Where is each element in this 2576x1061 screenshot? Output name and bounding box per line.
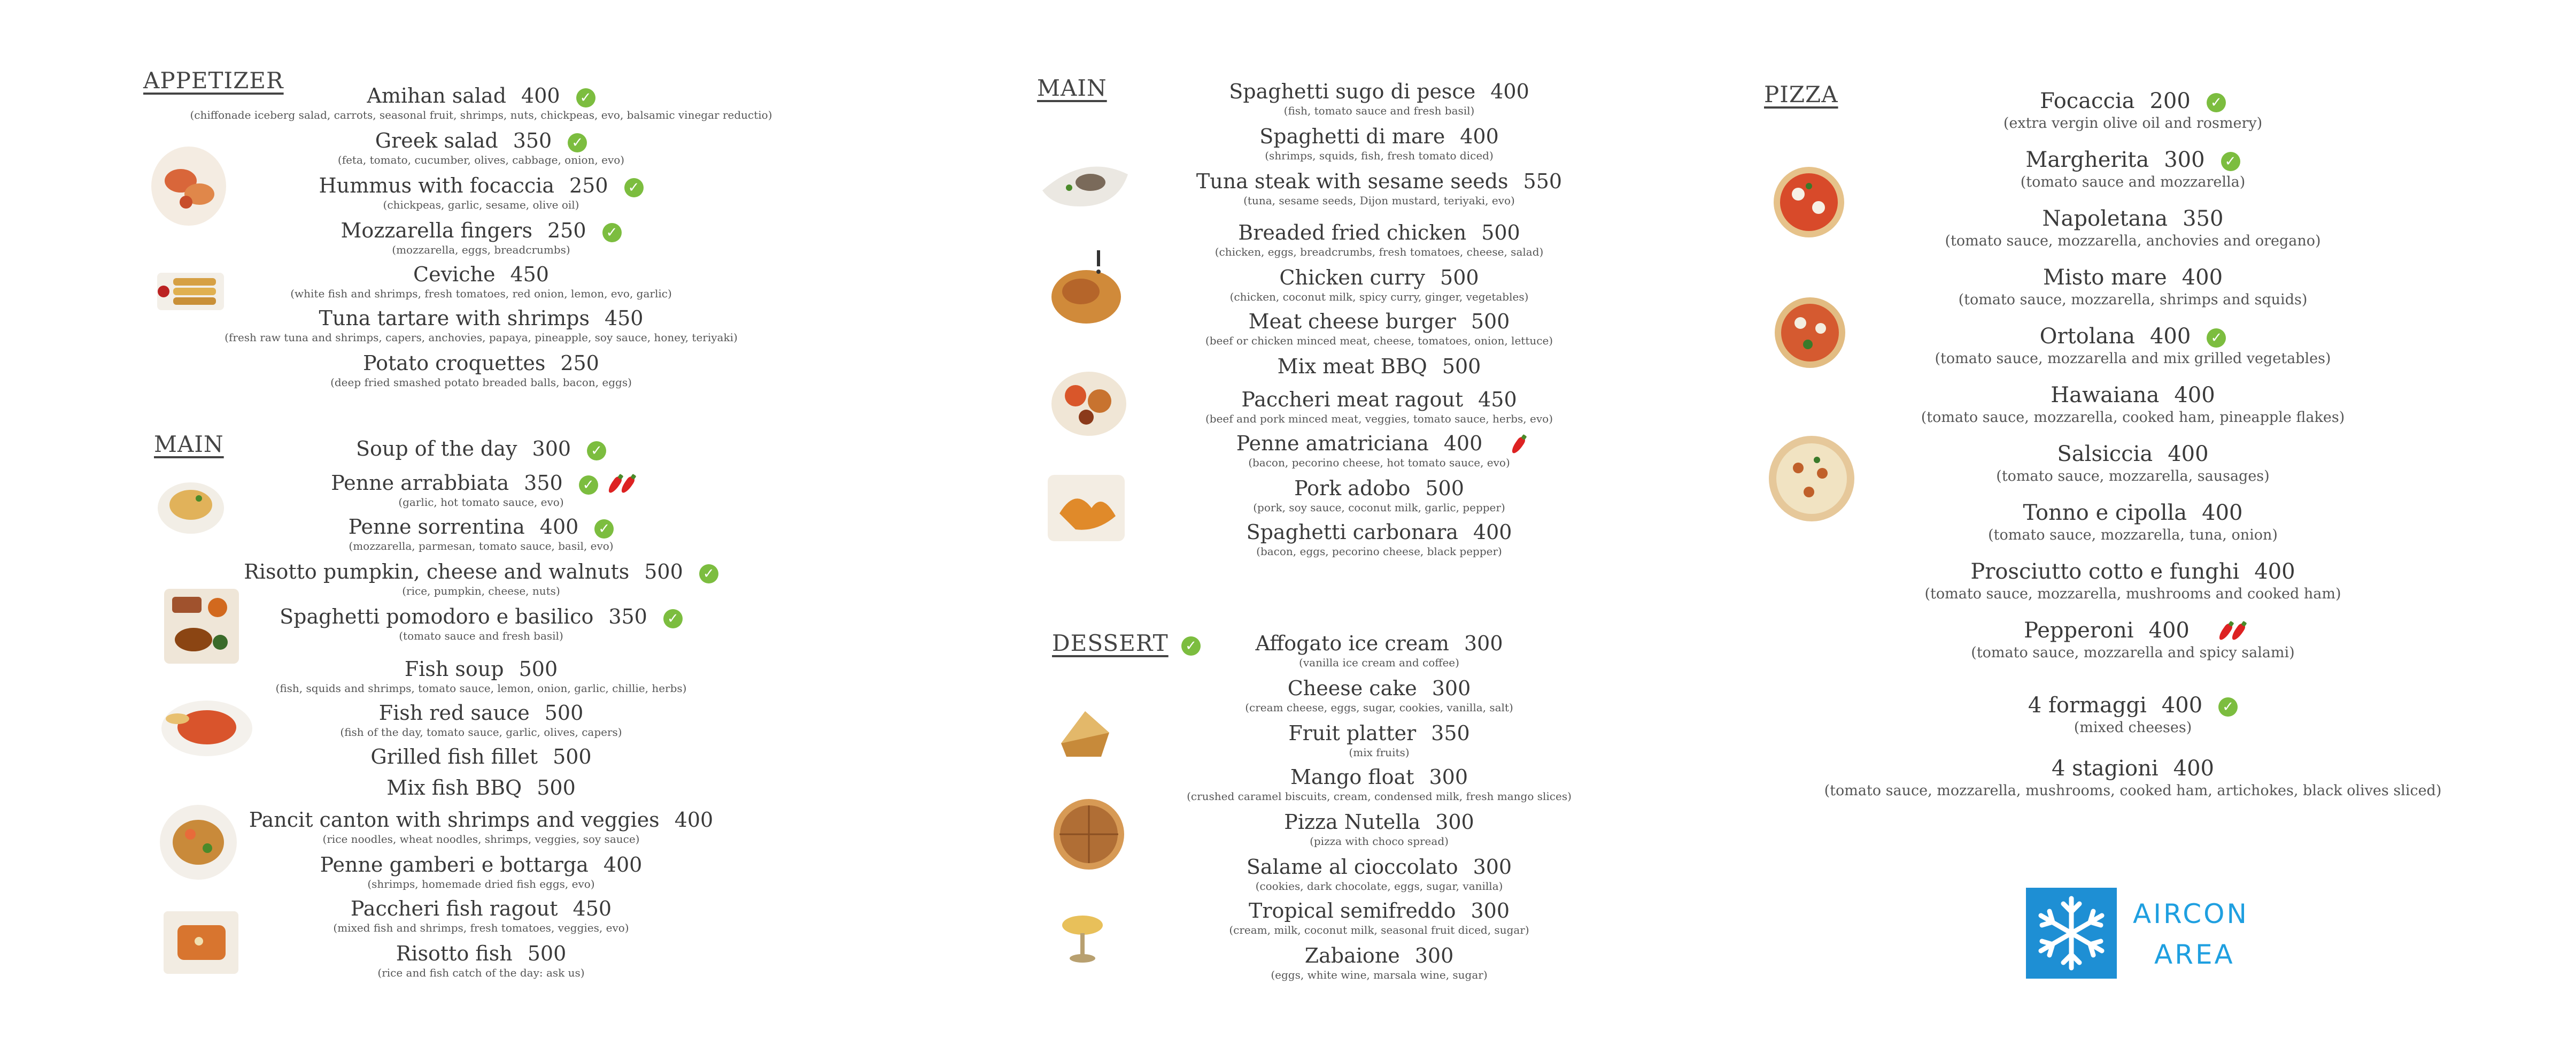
bbq-platter-image: [1049, 364, 1129, 439]
item-name: Penne sorrentina: [348, 515, 525, 539]
menu-item: [160, 657, 802, 695]
item-price: 400: [2148, 618, 2190, 643]
item-price: 400: [2174, 383, 2215, 408]
item-name: Ceviche: [413, 263, 496, 286]
item-description: (tomato sauce and mozzarella): [2020, 174, 2246, 190]
fish-soup-image: [156, 692, 252, 762]
item-name: Penne arrabbiata: [331, 471, 509, 495]
item-description: (pork, soy sauce, coconut milk, garlic, pepper): [1253, 501, 1505, 514]
item-price: 350: [524, 471, 563, 495]
vegetarian-icon: ✓: [594, 519, 614, 539]
item-price: 400: [603, 853, 643, 877]
item-price: 400: [2202, 501, 2243, 525]
item-price: 350: [2183, 206, 2224, 231]
item-name: Paccheri fish ragout: [350, 897, 558, 920]
vegetarian-icon: ✓: [663, 609, 683, 628]
snowflake-icon: [2026, 888, 2117, 979]
item-description: (beef or chicken minced meat, cheese, tomatoes, onion, lettuce): [1205, 334, 1553, 347]
item-description: (eggs, white wine, marsala wine, sugar): [1271, 968, 1488, 981]
item-name: Grilled fish fillet: [370, 745, 538, 768]
item-description: (beef and pork minced meat, veggies, tomato sauce, herbs, evo): [1205, 412, 1553, 425]
menu-item: [160, 173, 802, 212]
item-description: (vanilla ice cream and coffee): [1299, 656, 1459, 669]
item-description: (mozzarella, parmesan, tomato sauce, basil, evo): [349, 540, 614, 552]
section-header-pizza: PIZZA: [1764, 81, 1838, 107]
item-price: 500: [544, 701, 584, 725]
item-name: Mozzarella fingers: [341, 219, 532, 242]
section-header-appetizer: APPETIZER: [143, 67, 284, 94]
menu-item: [1812, 558, 2454, 603]
item-price: 250: [569, 174, 608, 197]
menu-item: [1812, 147, 2454, 191]
item-price: 300: [1473, 855, 1512, 879]
paccheri-image: [161, 909, 241, 976]
menu-item: [160, 83, 802, 122]
item-name: Tuna tartare with shrimps: [319, 306, 590, 330]
item-description: (rice and fish catch of the day: ask us): [377, 966, 585, 979]
section-header-dessert: DESSERT: [1052, 630, 1169, 656]
menu-item: [1085, 476, 1673, 514]
cheese-cake-image: [1053, 701, 1117, 765]
vegetarian-icon: ✓: [624, 178, 644, 197]
menu-item: [1812, 692, 2454, 737]
item-description: (tomato sauce, mozzarella, cooked ham, pineapple flakes): [1921, 409, 2345, 426]
item-price: 400: [521, 84, 560, 107]
item-name: Ortolana: [2039, 324, 2135, 349]
salsiccia-pizza-image: [1766, 433, 1857, 524]
item-description: (chiffonade iceberg salad, carrots, seasonal fruit, shrimps, nuts, chickpeas, evo, balsamic vinegar reductio): [190, 109, 772, 121]
item-description: (mix fruits): [1349, 746, 1410, 759]
item-price: 450: [604, 306, 644, 330]
item-name: Hummus with focaccia: [319, 174, 554, 197]
item-name: Salsiccia: [2057, 442, 2153, 466]
item-description: (tomato sauce, mozzarella, mushrooms, cooked ham, artichokes, black olives sliced): [1824, 782, 2442, 799]
item-name: Mix fish BBQ: [386, 776, 522, 799]
item-price: 500: [1425, 476, 1464, 500]
menu-item: [1085, 124, 1673, 163]
menu-item: [1085, 810, 1673, 848]
item-price: 400: [2161, 693, 2203, 718]
menu-item: [1812, 441, 2454, 486]
menu-item: [1085, 387, 1673, 426]
item-description: (fresh raw tuna and shrimps, capers, anchovies, papaya, pineapple, soy sauce, honey, teriyaki): [225, 331, 738, 344]
item-price: 500: [527, 942, 567, 965]
item-name: Risotto fish: [396, 942, 513, 965]
item-price: 400: [1490, 80, 1529, 103]
vegetarian-icon: ✓: [2218, 697, 2238, 717]
item-description: (tuna, sesame seeds, Dijon mustard, teriyaki, evo): [1243, 194, 1515, 207]
menu-item: [1085, 220, 1673, 259]
zabaione-image: [1058, 909, 1107, 968]
item-description: (chicken, eggs, breadcrumbs, fresh tomatoes, cheese, salad): [1214, 245, 1544, 258]
item-name: Chicken curry: [1279, 266, 1426, 289]
item-description: (chickpeas, garlic, sesame, olive oil): [383, 198, 579, 211]
menu-item: [160, 775, 802, 800]
menu-item: [160, 852, 802, 891]
item-price: 400: [2149, 324, 2191, 349]
item-name: Spaghetti di mare: [1259, 125, 1445, 148]
item-name: Penne amatriciana: [1236, 432, 1429, 455]
item-price: 300: [2164, 148, 2205, 172]
item-description: (tomato sauce, mozzarella, anchovies and oregano): [1945, 233, 2321, 249]
vegetarian-icon: ✓: [602, 223, 622, 242]
item-description: (cream cheese, eggs, sugar, cookies, vanilla, salt): [1245, 701, 1513, 714]
menu-item: [160, 351, 802, 389]
item-description: (cookies, dark chocolate, eggs, sugar, vanilla): [1255, 880, 1503, 893]
item-price: 550: [1523, 170, 1562, 193]
item-price: 400: [539, 515, 579, 539]
item-description: (feta, tomato, cucumber, olives, cabbage, onion, evo): [337, 153, 625, 166]
vegetarian-icon: ✓: [568, 133, 587, 152]
vegetarian-icon: ✓: [579, 475, 598, 495]
menu-item: [1085, 765, 1673, 803]
tuna-steak-image: [1037, 158, 1133, 212]
item-description: (chicken, coconut milk, spicy curry, ginger, vegetables): [1229, 290, 1529, 303]
item-description: (tomato sauce, mozzarella, tuna, onion): [1988, 527, 2278, 543]
menu-item: [160, 262, 802, 301]
item-name: Fish red sauce: [378, 701, 530, 725]
menu-item: [1085, 943, 1673, 982]
item-name: Pancit canton with shrimps and veggies: [249, 808, 660, 832]
menu-item: [1085, 79, 1673, 118]
menu-item: [1812, 382, 2454, 427]
item-name: Amihan salad: [367, 84, 507, 107]
item-price: 400: [2182, 265, 2223, 290]
menu-item: [160, 436, 802, 461]
item-description: (tomato sauce, mozzarella, mushrooms and cooked ham): [1924, 586, 2341, 602]
item-price: 450: [573, 897, 612, 920]
item-price: 200: [2149, 89, 2191, 113]
fried-chicken-image: [1049, 246, 1124, 326]
item-description: (bacon, pecorino cheese, hot tomato sauce, evo): [1248, 456, 1510, 469]
item-description: (tomato sauce, mozzarella and mix grilled vegetables): [1935, 350, 2331, 367]
item-name: Meat cheese burger: [1248, 310, 1456, 333]
item-price: 350: [513, 129, 552, 152]
item-price: 400: [2173, 756, 2214, 781]
menu-item: [1085, 631, 1673, 670]
pancit-canton-image: [158, 802, 238, 882]
item-description: (tomato sauce and fresh basil): [399, 629, 563, 642]
item-price: 500: [644, 560, 683, 583]
item-price: 400: [1460, 125, 1499, 148]
item-price: 400: [1443, 432, 1483, 455]
item-name: Soup of the day: [355, 437, 517, 460]
item-name: Greek salad: [375, 129, 498, 152]
menu-item: [160, 941, 802, 980]
item-name: Margherita: [2025, 148, 2149, 172]
item-description: (pizza with choco spread): [1310, 835, 1449, 848]
item-name: Breaded fried chicken: [1238, 221, 1467, 244]
item-price: 500: [1442, 355, 1481, 378]
item-name: Hawaiana: [2051, 383, 2160, 408]
menu-item: [1085, 265, 1673, 304]
item-price: 400: [2254, 559, 2295, 584]
vegetarian-icon: ✓: [2207, 93, 2226, 112]
item-price: 450: [510, 263, 549, 286]
menu-item: [1812, 88, 2454, 133]
item-description: (garlic, hot tomato sauce, evo): [398, 496, 564, 509]
item-price: 300: [1429, 765, 1468, 789]
margherita-pizza-image: [1772, 165, 1846, 240]
item-description: (rice noodles, wheat noodles, shrimps, veggies, soy sauce): [322, 833, 640, 845]
item-description: (deep fried smashed potato breaded balls, bacon, eggs): [330, 376, 632, 389]
item-description: (tomato sauce, mozzarella, sausages): [1996, 468, 2270, 485]
item-description: (crushed caramel biscuits, cream, condensed milk, fresh mango slices): [1187, 790, 1572, 803]
item-description: (mozzarella, eggs, breadcrumbs): [392, 243, 570, 256]
item-name: Mango float: [1290, 765, 1414, 789]
item-price: 450: [1478, 388, 1517, 411]
item-name: Prosciutto cotto e funghi: [1970, 559, 2240, 584]
pasta-dish-image: [156, 477, 226, 536]
item-price: 500: [519, 657, 558, 681]
item-description: (white fish and shrimps, fresh tomatoes, red onion, lemon, evo, garlic): [290, 287, 672, 300]
item-name: Tropical semifreddo: [1249, 899, 1456, 922]
item-description: (tomato sauce, mozzarella and spicy salami): [1971, 644, 2295, 661]
item-price: 500: [553, 745, 592, 768]
item-price: 350: [608, 605, 647, 628]
item-description: (tomato sauce, mozzarella, shrimps and squids): [1958, 291, 2308, 308]
item-name: Pepperoni: [2024, 618, 2134, 643]
item-price: 300: [1471, 899, 1510, 922]
item-name: Potato croquettes: [363, 351, 546, 375]
item-price: 300: [532, 437, 571, 460]
item-price: 400: [2168, 442, 2209, 466]
item-description: (fish of the day, tomato sauce, garlic, olives, capers): [340, 726, 622, 739]
chili-pepper-icon: [606, 475, 623, 495]
item-name: 4 formaggi: [2028, 693, 2147, 718]
item-description: (shrimps, homemade dried fish eggs, evo): [367, 878, 595, 890]
item-description: (fish, tomato sauce and fresh basil): [1283, 104, 1475, 117]
section-header-main-center: MAIN: [1037, 75, 1107, 101]
item-name: Tuna steak with sesame seeds: [1196, 170, 1509, 193]
menu-item: [160, 808, 802, 846]
item-price: 500: [537, 776, 576, 799]
menu-item: [160, 559, 802, 598]
menu-item: [160, 604, 802, 643]
menu-item: [160, 306, 802, 344]
item-name: Napoletana: [2042, 206, 2168, 231]
chili-pepper-icon: [2217, 622, 2233, 642]
item-price: 300: [1464, 632, 1503, 655]
item-description: (mixed cheeses): [2074, 719, 2192, 736]
item-name: Cheese cake: [1287, 676, 1417, 700]
vegetarian-icon: ✓: [2207, 328, 2226, 348]
item-price: 500: [1471, 310, 1510, 333]
pizza-nutella-image: [1049, 797, 1129, 872]
item-name: Fruit platter: [1288, 721, 1417, 745]
item-description: (rice, pumpkin, cheese, nuts): [402, 585, 560, 597]
item-price: 400: [1473, 520, 1512, 544]
menu-item: [1085, 855, 1673, 893]
item-price: 300: [1435, 810, 1474, 834]
item-price: 500: [1440, 266, 1479, 289]
item-name: Zabaione: [1304, 944, 1400, 967]
menu-item: [1812, 755, 2454, 800]
menu-item: [1085, 676, 1673, 714]
item-name: Focaccia: [2040, 89, 2135, 113]
menu-item: [1085, 520, 1673, 558]
item-name: Tonno e cipolla: [2023, 501, 2187, 525]
item-description: (shrimps, squids, fish, fresh tomato diced): [1265, 149, 1494, 162]
item-name: Pork adobo: [1294, 476, 1411, 500]
dessert-vegetarian-icon: ✓: [1181, 636, 1201, 656]
ortolana-pizza-image: [1773, 295, 1847, 370]
item-price: 350: [1431, 721, 1470, 745]
menu-item: [1812, 617, 2454, 662]
menu-item: [1085, 898, 1673, 937]
menu-item: [1085, 169, 1673, 207]
item-price: 300: [1432, 676, 1471, 700]
menu-item: [160, 514, 802, 553]
menu-item: [160, 744, 802, 769]
item-description: (extra vergin olive oil and rosmery): [2003, 115, 2263, 132]
menu-item: [1812, 264, 2454, 309]
menu-item: [1812, 323, 2454, 368]
item-price: 400: [674, 808, 714, 832]
menu-item: [160, 896, 802, 935]
item-name: Affogato ice cream: [1255, 632, 1449, 655]
menu-item: [1812, 205, 2454, 250]
vegetarian-icon: ✓: [2221, 152, 2240, 171]
item-name: Penne gamberi e bottarga: [320, 853, 589, 877]
menu-item: [160, 701, 802, 739]
item-description: (cream, milk, coconut milk, seasonal fruit diced, sugar): [1229, 924, 1529, 936]
menu-item: [1085, 309, 1673, 348]
item-name: Pizza Nutella: [1284, 810, 1421, 834]
aircon-label-line1: AIRCON: [2133, 898, 2249, 929]
item-description: (mixed fish and shrimps, fresh tomatoes, veggies, evo): [333, 921, 629, 934]
seafood-platter-image: [149, 143, 229, 229]
aircon-badge: [2026, 888, 2117, 979]
mixed-grill-image: [161, 586, 242, 666]
menu-item: [160, 128, 802, 167]
item-description: (fish, squids and shrimps, tomato sauce, lemon, onion, garlic, chillie, herbs): [275, 682, 687, 695]
item-price: 500: [1481, 221, 1520, 244]
aircon-label-line2: AREA: [2154, 939, 2235, 970]
menu-item: [1085, 354, 1673, 379]
item-name: Spaghetti carbonara: [1246, 520, 1458, 544]
item-name: Spaghetti sugo di pesce: [1229, 80, 1476, 103]
item-price: 250: [560, 351, 599, 375]
item-name: 4 stagioni: [2051, 756, 2159, 781]
menu-item: [1085, 431, 1673, 470]
item-description: (bacon, eggs, pecorino cheese, black pepper): [1256, 545, 1502, 558]
item-price: 300: [1414, 944, 1454, 967]
vegetarian-icon: ✓: [699, 564, 718, 583]
item-name: Spaghetti pomodoro e basilico: [280, 605, 594, 628]
item-name: Risotto pumpkin, cheese and walnuts: [244, 560, 630, 583]
menu-item: [1085, 721, 1673, 759]
item-name: Fish soup: [404, 657, 504, 681]
item-name: Paccheri meat ragout: [1241, 388, 1464, 411]
item-name: Mix meat BBQ: [1277, 355, 1427, 378]
chili-pepper-icon: [1510, 436, 1527, 455]
menu-item: [160, 471, 802, 509]
vegetarian-icon: ✓: [587, 441, 606, 460]
section-header-main-left: MAIN: [154, 431, 224, 457]
item-name: Misto mare: [2043, 265, 2167, 290]
vegetarian-icon: ✓: [576, 88, 595, 107]
item-name: Salame al cioccolato: [1246, 855, 1458, 879]
menu-item: [160, 218, 802, 257]
item-price: 250: [547, 219, 586, 242]
mozzarella-fingers-image: [152, 267, 227, 316]
menu-item: [1812, 499, 2454, 544]
pork-adobo-image: [1043, 471, 1129, 545]
